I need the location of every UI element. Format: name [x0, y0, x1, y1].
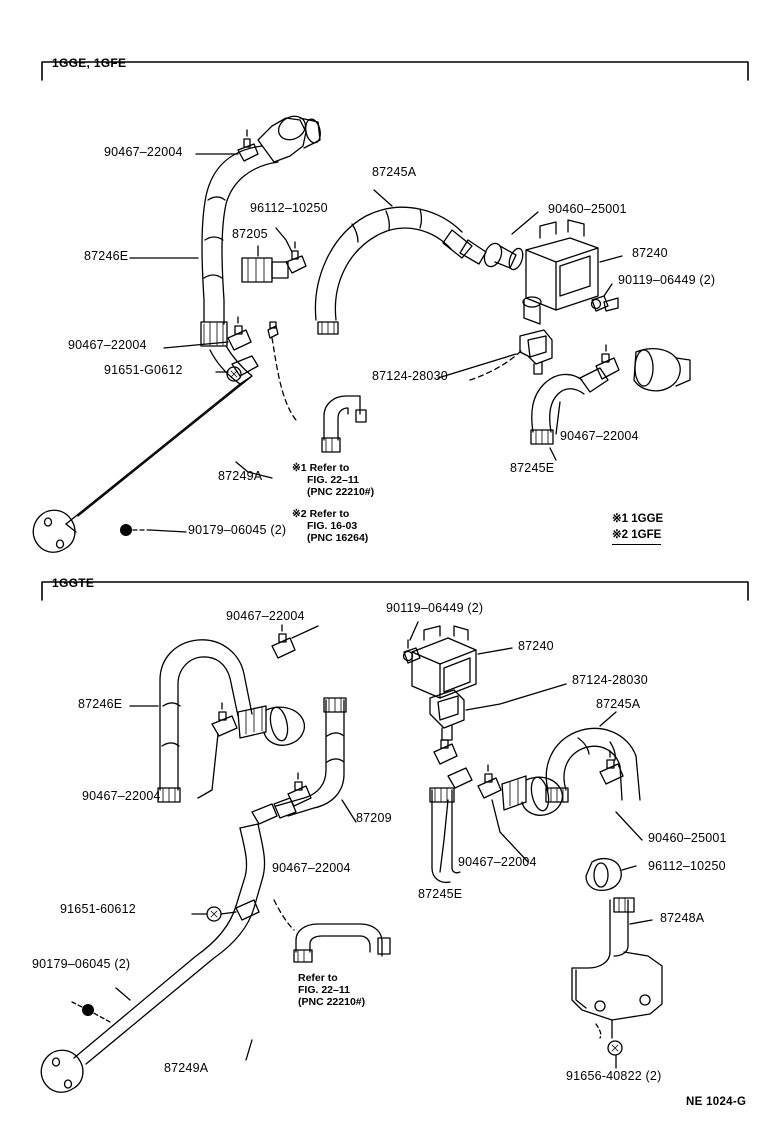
part-label-87248A[interactable]: 87248A	[660, 911, 705, 925]
part-label-87245A-top[interactable]: 87245A	[372, 165, 417, 179]
part-label-87245E-bottom[interactable]: 87245E	[418, 887, 463, 901]
part-label-87205[interactable]: 87205	[232, 227, 268, 241]
note-refer-fig-16-03	[292, 508, 368, 544]
note2-line-2: FIG. 16-03	[307, 520, 358, 533]
part-label-91651-60612[interactable]: 91651-60612	[60, 902, 136, 916]
part-label-90467-22004-bottom-1[interactable]: 90467–22004	[226, 609, 305, 623]
note-refer-fig-22-11-top	[292, 462, 374, 498]
part-label-90460-25001-top[interactable]: 90460–25001	[548, 202, 627, 216]
part-label-96112-10250-bottom[interactable]: 96112–10250	[648, 859, 726, 873]
part-label-90179-06045-bottom[interactable]: 90179–06045 (2)	[32, 957, 131, 971]
part-label-87124-28030-top[interactable]: 87124-28030	[372, 369, 448, 383]
note3-line-3: (PNC 22210#)	[298, 996, 366, 1009]
sheet-code: NE 1024-G	[686, 1096, 747, 1108]
part-label-87240-bottom[interactable]: 87240	[518, 639, 554, 653]
note-line-1: Refer to	[309, 462, 350, 474]
note-marker-2: ※2	[292, 508, 307, 520]
note-line-3: (PNC 22210#)	[307, 486, 375, 499]
part-label-91651-G0612[interactable]: 91651-G0612	[104, 363, 183, 377]
part-label-87124-28030-bottom[interactable]: 87124-28030	[572, 673, 648, 687]
part-label-96112-10250-top[interactable]: 96112–10250	[250, 201, 328, 215]
legend-line-1: ※1 1GGE	[612, 513, 664, 525]
part-label-90467-22004-bottom-3[interactable]: 90467–22004	[272, 861, 351, 875]
note2-line-1: Refer to	[309, 508, 350, 520]
note-refer-fig-22-11-bottom	[298, 972, 365, 1008]
part-label-90179-06045-top[interactable]: 90179–06045 (2)	[188, 523, 287, 537]
part-label-91656-40822[interactable]: 91656-40822 (2)	[566, 1069, 662, 1083]
legend-line-2: ※2 1GFE	[612, 528, 661, 546]
note2-line-3: (PNC 16264)	[307, 532, 369, 545]
part-label-90467-22004-bottom-4[interactable]: 90467–22004	[458, 855, 537, 869]
note3-line-2: FIG. 22–11	[298, 984, 350, 997]
note-marker-1: ※1	[292, 462, 307, 474]
part-label-87209[interactable]: 87209	[356, 811, 392, 825]
part-label-87240-top[interactable]: 87240	[632, 246, 668, 260]
part-label-90460-25001-bottom[interactable]: 90460–25001	[648, 831, 727, 845]
note-line-2: FIG. 22–11	[307, 474, 359, 487]
part-label-90119-06449-bottom[interactable]: 90119–06449 (2)	[386, 601, 484, 615]
note3-line-1: Refer to	[298, 972, 338, 984]
section-title-bottom: 1GGTE	[52, 576, 95, 590]
part-label-87246E-bottom[interactable]: 87246E	[78, 697, 123, 711]
section-title-top: 1GGE, 1GFE	[52, 56, 127, 70]
part-label-87246E-top[interactable]: 87246E	[84, 249, 129, 263]
part-label-90467-22004-top-mid[interactable]: 90467–22004	[68, 338, 147, 352]
part-label-87249A-top[interactable]: 87249A	[218, 469, 263, 483]
part-label-90467-22004-top-right[interactable]: 90467–22004	[560, 429, 639, 443]
part-label-90467-22004-top-left[interactable]: 90467–22004	[104, 145, 183, 159]
part-label-87249A-bottom[interactable]: 87249A	[164, 1061, 209, 1075]
part-label-90467-22004-bottom-2[interactable]: 90467–22004	[82, 789, 161, 803]
part-label-87245A-bottom[interactable]: 87245A	[596, 697, 641, 711]
part-label-90119-06449-top[interactable]: 90119–06449 (2)	[618, 273, 716, 287]
engine-code-legend	[612, 512, 663, 545]
part-label-87245E-top[interactable]: 87245E	[510, 461, 555, 475]
